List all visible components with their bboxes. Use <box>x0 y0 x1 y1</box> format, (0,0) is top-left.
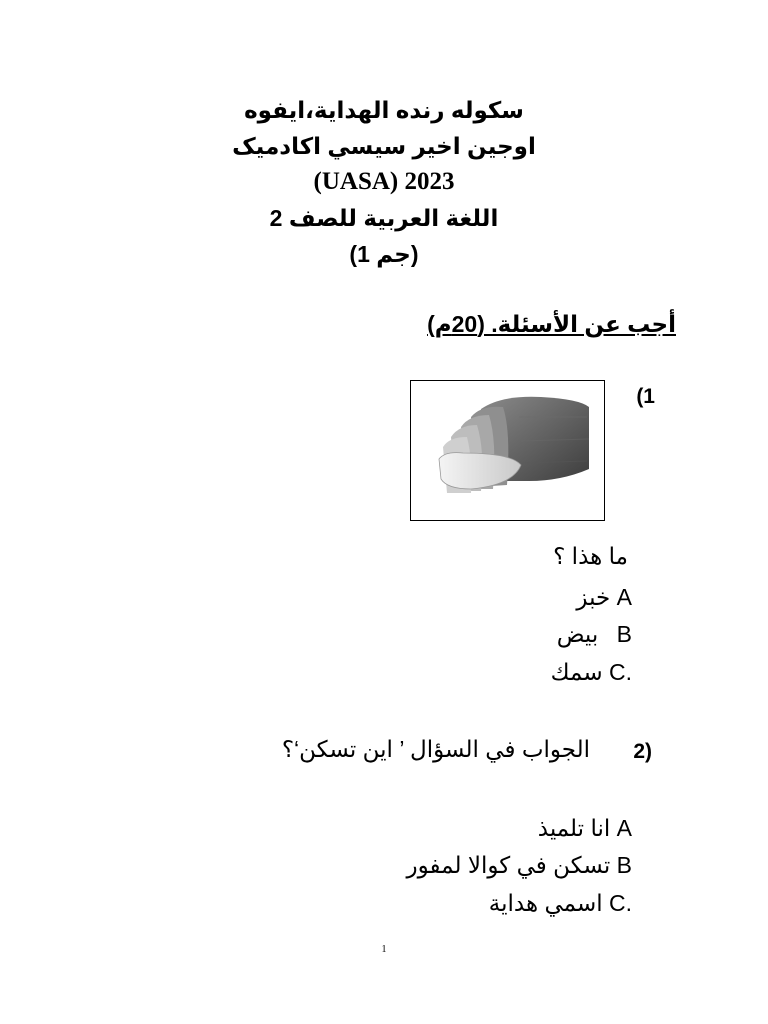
subject-title: اللغة العربية للصف 2 <box>269 205 499 231</box>
option-letter: C. <box>609 890 632 916</box>
question-1-number: (1 <box>636 385 655 408</box>
option-letter: A <box>616 815 632 841</box>
question-1-option-c[interactable] <box>551 659 632 686</box>
duration-label: (1 جم) <box>349 241 419 267</box>
question-2-option-a[interactable] <box>538 815 632 842</box>
question-2-option-b[interactable] <box>407 852 632 879</box>
option-text: انا تلميذ <box>537 815 611 841</box>
school-subtitle: اوجين اخير سيسي اكادميک <box>232 133 536 159</box>
document-header <box>0 92 768 272</box>
exam-name: (UASA) 2023 <box>313 168 455 195</box>
option-text: تسكن في كوالا لمفور <box>406 852 611 878</box>
option-letter: B <box>616 621 632 647</box>
bread-loaf-illustration <box>411 381 604 520</box>
page-number: 1 <box>381 944 387 955</box>
question-2-option-c[interactable] <box>489 890 632 917</box>
school-name: سكوله رنده الهداية،ايفوه <box>244 97 524 123</box>
option-letter: C. <box>609 659 632 685</box>
option-letter: A <box>616 584 632 610</box>
question-1-text: ما هذا ؟ <box>553 543 628 569</box>
question-1-option-a[interactable] <box>576 584 632 611</box>
option-text: اسمي هداية <box>488 890 603 916</box>
option-text: بيض <box>556 621 599 647</box>
option-text: خبز <box>576 584 611 610</box>
bread-image <box>410 380 605 521</box>
option-letter: B <box>616 852 632 878</box>
question-2-number: 2) <box>633 740 652 763</box>
section-instruction: أجب عن الأسئلة. (20م) <box>427 311 676 337</box>
question-2-text: الجواب في السؤال ’ اين تسكن‘؟ <box>281 736 590 762</box>
option-text: سمك <box>550 659 603 685</box>
question-1-option-b[interactable] <box>557 621 632 648</box>
